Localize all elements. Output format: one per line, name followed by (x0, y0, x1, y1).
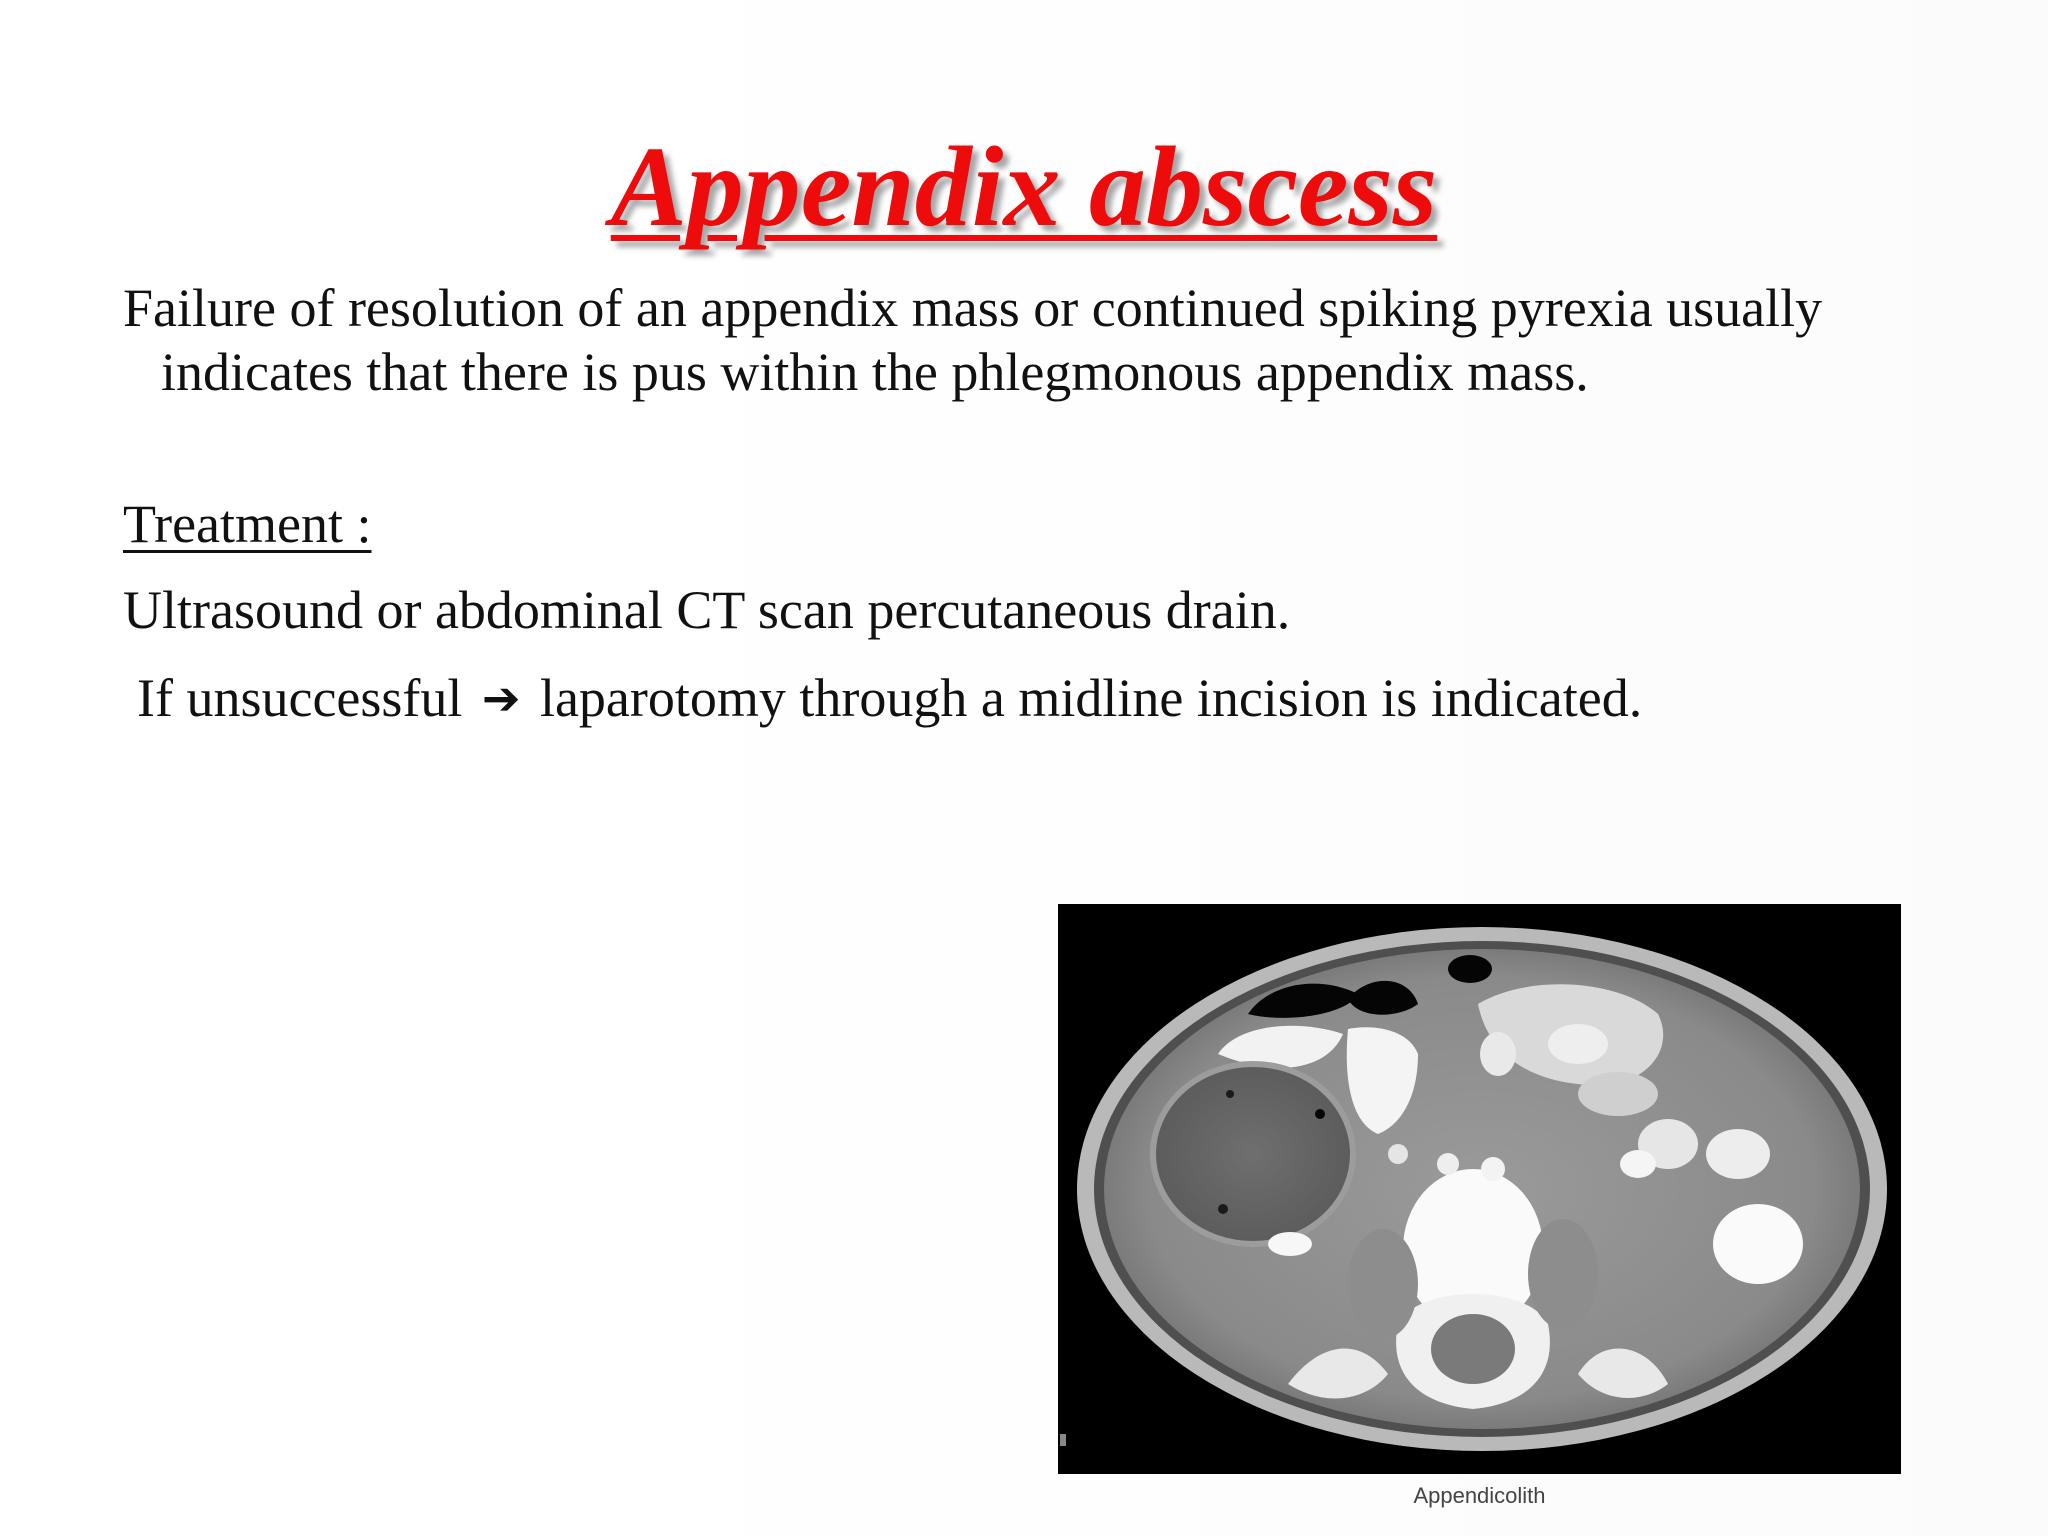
treatment-heading: Treatment : (123, 494, 372, 554)
laparotomy-text: laparotomy through a midline incision is indicated. (539, 668, 1643, 728)
treatment-line-ultrasound: Ultrasound or abdominal CT scan percutaneous drain. (123, 580, 1291, 640)
image-caption: Appendicolith (1413, 1483, 1546, 1508)
ct-scan-image (1058, 904, 1901, 1474)
right-arrow-icon: ➔ (481, 671, 521, 725)
intro-paragraph: Failure of resolution of an appendix mass or continued spiking pyrexia usually indicates that there is pus within the phlegmonous appendix mass. (123, 278, 1823, 402)
slide-title: Appendix abscess (610, 123, 1438, 250)
unsuccessful-text: If unsuccessful (137, 668, 463, 728)
treatment-line-laparotomy (137, 666, 1642, 730)
